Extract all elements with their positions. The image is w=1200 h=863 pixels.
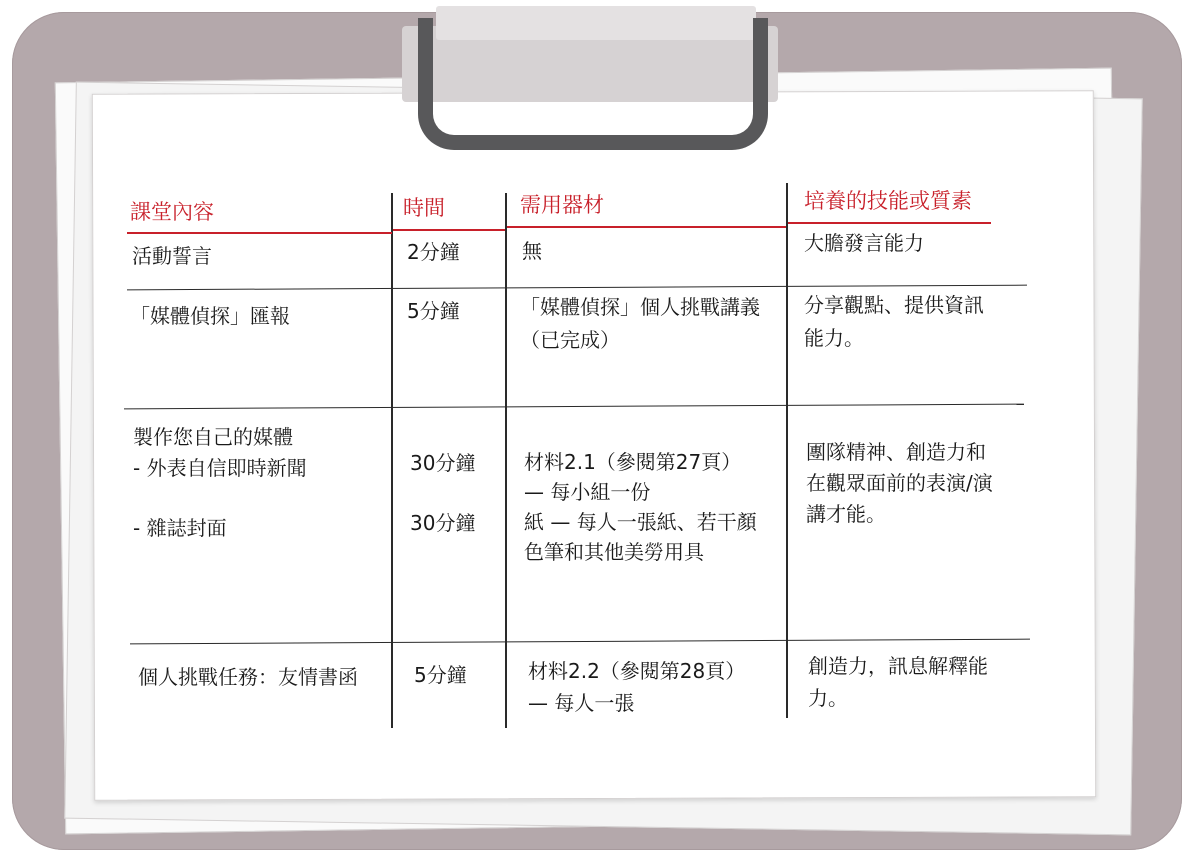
- row1-equipment: 無: [522, 239, 542, 263]
- row3-equipment: 色筆和其他美勞用具: [524, 540, 704, 564]
- header-equipment: 需用器材: [520, 193, 604, 217]
- row3-content: - 雜誌封面: [133, 516, 227, 540]
- row4-skills: 力。: [808, 686, 848, 710]
- row2-skills: 分享觀點、提供資訊: [804, 293, 984, 317]
- header-underline: [393, 229, 505, 231]
- row3-time: 30分鐘: [410, 511, 476, 535]
- header-underline: [507, 226, 786, 228]
- row1-content: 活動誓言: [132, 244, 212, 268]
- header-underline: [788, 222, 991, 224]
- row3-equipment: 材料2.1（參閱第27頁）: [524, 450, 742, 474]
- row3-content: - 外表自信即時新聞: [133, 456, 307, 480]
- row4-content: 個人挑戰任務：友情書函: [138, 665, 358, 689]
- row1-skills: 大膽發言能力: [804, 231, 924, 255]
- header-time: 時間: [403, 196, 445, 220]
- header-underline: [127, 232, 392, 234]
- row3-time: 30分鐘: [410, 451, 476, 475]
- row2-content: 「媒體偵探」匯報: [130, 304, 290, 328]
- column-divider: [391, 193, 393, 728]
- row3-skills: 講才能。: [806, 502, 886, 526]
- row2-equipment: 「媒體偵探」個人挑戰講義: [520, 295, 760, 319]
- row2-equipment: （已完成）: [520, 328, 620, 352]
- row3-equipment: — 每小組一份: [524, 480, 651, 504]
- row4-equipment: 材料2.2（參閱第28頁）: [528, 659, 746, 683]
- clip-ring: [418, 18, 768, 150]
- row3-equipment: 紙 — 每人一張紙、若干顏: [524, 510, 757, 534]
- row4-time: 5分鐘: [414, 663, 467, 687]
- row4-skills: 創造力，訊息解釋能: [808, 654, 988, 678]
- row1-time: 2分鐘: [407, 240, 460, 264]
- row2-time: 5分鐘: [407, 299, 460, 323]
- row3-skills: 在觀眾面前的表演/演: [806, 471, 993, 495]
- row4-equipment: — 每人一張: [528, 691, 635, 715]
- column-divider: [505, 193, 507, 728]
- row2-skills: 能力。: [804, 326, 864, 350]
- row3-content: 製作您自己的媒體: [133, 425, 293, 449]
- header-content: 課堂內容: [130, 200, 214, 224]
- header-skills: 培養的技能或質素: [804, 189, 972, 213]
- row3-skills: 團隊精神、創造力和: [806, 440, 986, 464]
- column-divider: [786, 183, 788, 718]
